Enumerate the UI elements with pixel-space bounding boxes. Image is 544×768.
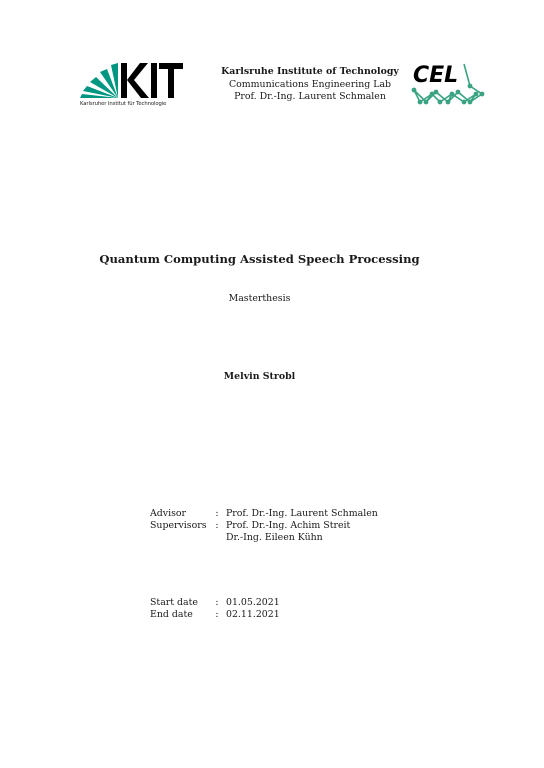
supervisor-row [150,520,378,532]
row-value: 01.05.2021 [226,597,280,608]
row-colon [208,532,226,544]
thesis-type: Masterthesis [228,293,291,304]
row-label: End date [150,609,193,621]
row-value: Dr.-Ing. Eileen Kühn [226,532,323,544]
institute-block [190,66,430,104]
professor-name: Prof. Dr.-Ing. Laurent Schmalen [234,91,386,102]
row-value: Prof. Dr.-Ing. Laurent Schmalen [226,508,378,519]
supervisor-row [150,532,378,544]
row-label: Advisor [150,508,187,519]
row-colon: : [215,597,219,608]
row-label [150,532,208,544]
institute-name: Karlsruhe Institute of Technology [221,66,399,77]
kit-logo [78,58,188,112]
advisor-row [150,508,378,520]
row-label: Supervisors [150,520,207,532]
supervision-table [150,508,378,545]
row-value: 02.11.2021 [226,609,280,621]
author-name: Melvin Strobl [223,371,296,382]
row-colon: : [215,609,219,621]
row-colon: : [215,508,219,519]
thesis-title: Quantum Computing Assisted Speech Processing [99,252,420,266]
start-date-row [150,597,280,609]
end-date-row [150,609,280,621]
kit-tagline: Karlsruher Institut für Technologie [80,101,167,107]
cel-logo [406,58,488,114]
lab-name: Communications Engineering Lab [228,78,392,90]
row-value: Prof. Dr.-Ing. Achim Streit [226,520,351,532]
dates-table [150,597,280,621]
row-colon: : [215,520,219,532]
cel-logo-text: CEL [413,63,459,88]
row-label: Start date [150,597,198,608]
